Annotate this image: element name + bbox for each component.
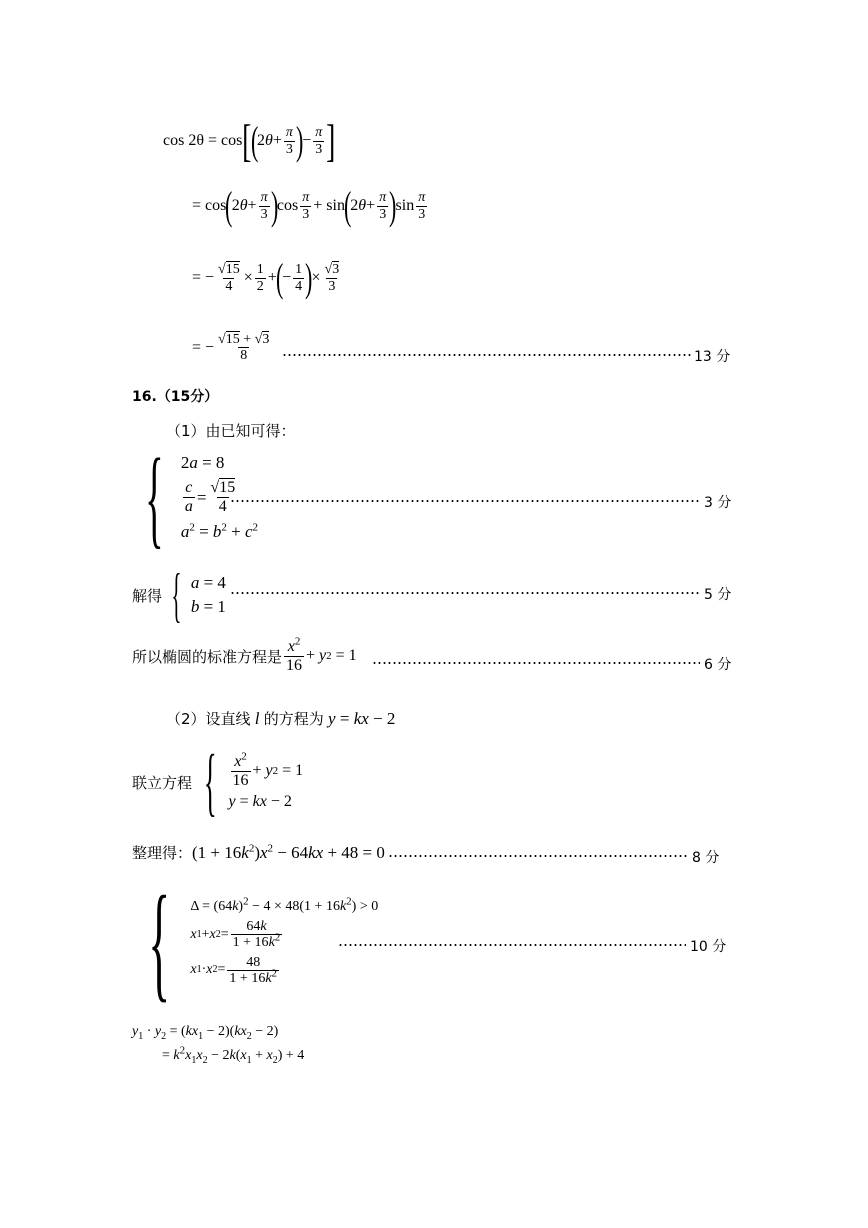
quadratic-equation: 整理得： $(1 + 16k^2)x^2 - 64kx + 48 = 0$	[132, 841, 385, 862]
leader-dots	[372, 662, 700, 664]
y1y2-line1: $y_1 \cdot y_2 = (kx_1 - 2)(kx_2 - 2)$	[132, 1024, 279, 1042]
simultaneous-system: 联立方程 { $\frac{x^2}{16}$ + y 2 = 1 y = kx − 2	[132, 740, 304, 824]
eq-cos2theta-line3: = − $\frac{√15}{4}$ × $\frac{1}{2}$ + ( − $\frac{1}{4}$ ) × $\frac{√3}{3}$	[192, 255, 340, 300]
score-3: 3 分	[704, 495, 732, 511]
score-8: 8 分	[692, 850, 720, 866]
eq-cos2theta-result: = − $\frac{√15 + √3}{8}$	[192, 332, 270, 364]
score-10: 10 分	[690, 939, 727, 955]
part2-line-equation: （2）设直线 l 的方程为 y = kx − 2	[166, 708, 396, 728]
solve-label: 解得	[132, 586, 163, 605]
y1y2-line2: = $k^2x_1x_2 - 2k(x_1 + x_2) + 4$	[162, 1044, 305, 1066]
cos2theta-lhs: cos 2θ = cos	[163, 132, 243, 149]
q16-header: 16.（15分）	[132, 389, 219, 405]
line2-prefix: = cos	[192, 197, 227, 214]
leader-dots	[230, 592, 700, 594]
system-given: { 2a = 8 $\frac{c}{a}$ = $\frac{√15}{4}$ $a^2 = b^2 + c^2$	[145, 436, 259, 558]
eq-cos2theta-line1: cos 2θ = cos [ ( 2 θ + $\frac{\pi}{3}$ ) − $\frac{\pi}{3}$ ]	[163, 115, 336, 166]
ellipse-equation: 所以椭圆的标准方程是 $\frac{x^2}{16}$ + y 2 = 1	[132, 635, 357, 674]
solution-ab: 解得 { a = 4 b = 1	[132, 562, 226, 628]
leader-dots	[230, 500, 700, 502]
part1-label: （1）由已知可得：	[166, 422, 296, 440]
score-5: 5 分	[704, 587, 732, 603]
simul-label: 联立方程	[132, 773, 193, 792]
eq-cos2theta-line2: = cos ( 2 θ + $\frac{\pi}{3}$ ) cos $\frac{\pi}{3}$ + sin ( 2 θ + $\frac{\pi}{3}$ ) sin $\frac{\pi}{3}$	[192, 183, 426, 228]
score-6: 6 分	[704, 657, 732, 673]
leader-dots	[338, 944, 686, 946]
vieta-system: { $\Delta = (64k)^2 - 4 \times 48(1 + 16k^2) > 0$ x 1 + x 2 = $\frac{64k}{1 + 16k^2}$ x 1 · x 2 = $\frac{48}{1 + 16k^2}$	[148, 870, 379, 1014]
leader-dots	[282, 354, 692, 356]
line4-prefix: = −	[192, 338, 215, 356]
arrange-label: 整理得：	[132, 844, 193, 862]
score-13: 13 分	[694, 349, 731, 365]
ellipse-prefix: 所以椭圆的标准方程是	[132, 647, 283, 666]
part2-mid: 的方程为	[263, 710, 324, 728]
line3-prefix: = −	[192, 269, 215, 286]
part2-prefix: （2）设直线	[166, 710, 251, 728]
leader-dots	[388, 855, 688, 857]
